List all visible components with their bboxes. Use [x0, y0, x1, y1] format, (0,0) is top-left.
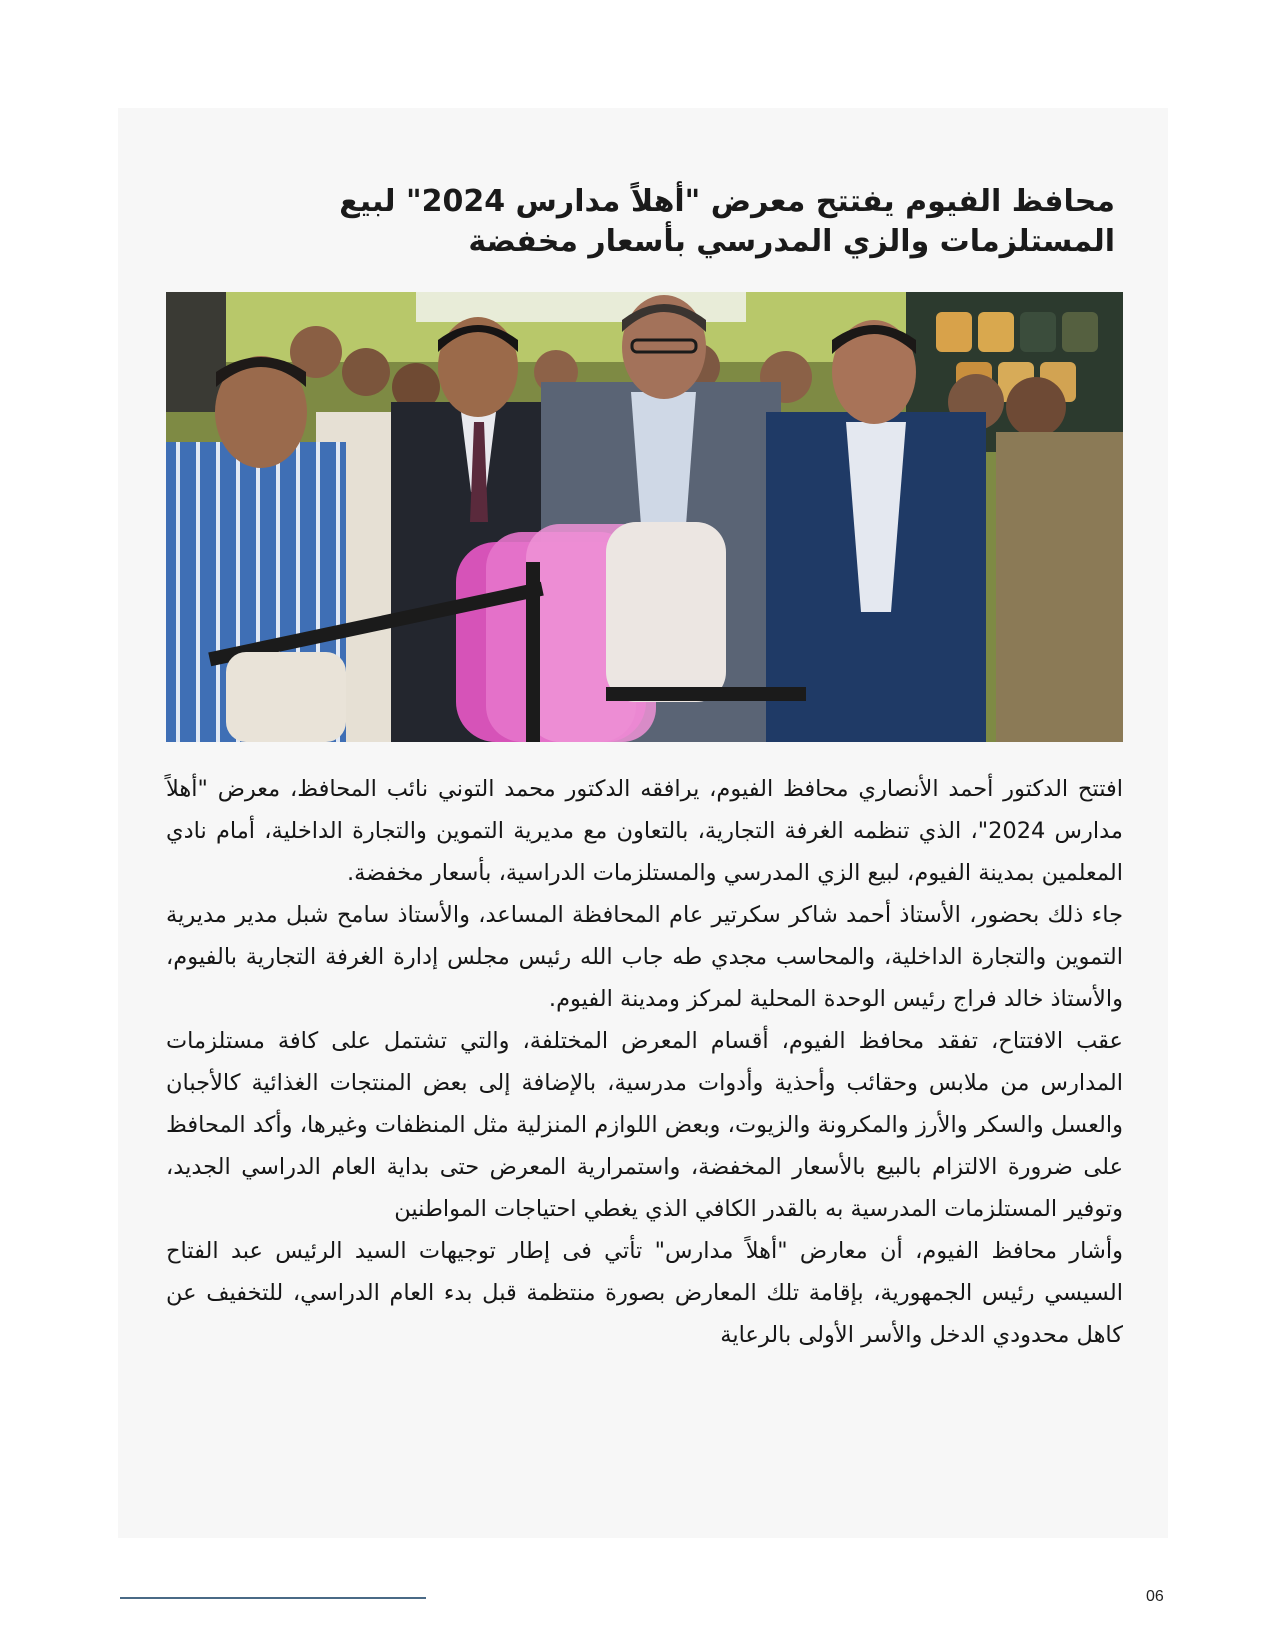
hanging-garment — [226, 652, 346, 742]
article-photo — [166, 292, 1123, 742]
crowd-head — [1006, 377, 1066, 437]
white-backpack — [606, 522, 726, 702]
article-paragraph-2: جاء ذلك بحضور، الأستاذ أحمد شاكر سكرتير عام المحافظة المساعد، والأستاذ سامح شبل مدير مديرية التموين والتجارة الداخلية، والمحاسب مجدي طه جاب الله رئيس مجلس إدارة الغرفة التجارية بالفيوم، والأستاذ خالد فراج رئيس الوحدة المحلية لمركز ومدينة الفيوم. — [166, 902, 1123, 1012]
bag-item — [978, 312, 1014, 352]
clothing-rack-post — [526, 562, 540, 742]
bag-item — [1020, 312, 1056, 352]
article-headline: محافظ الفيوم يفتتح معرض "أهلاً مدارس 2024" لبيع المستلزمات والزي المدرسي بأسعار مخفضة — [339, 184, 1115, 259]
article-paragraph-4: وأشار محافظ الفيوم، أن معارض "أهلاً مدارس" تأتي فى إطار توجيهات السيد الرئيس عبد الفتاح السيسي رئيس الجمهورية، بإقامة تلك المعارض بصورة منتظمة قبل بدء العام الدراسي، للتخفيف عن كاهل محدودي الدخل والأسر الأولى بالرعاية — [166, 1238, 1123, 1348]
clothing-rack-bar — [606, 687, 806, 701]
bag-item — [936, 312, 972, 352]
article-paragraph-3: عقب الافتتاح، تفقد محافظ الفيوم، أقسام المعرض المختلفة، والتي تشتمل على كافة مستلزمات المدارس من ملابس وحقائب وأحذية وأدوات مدرسية، بالإضافة إلى بعض المنتجات الغذائية كالأجبان والعسل والسكر والأرز والمكرونة والزيوت، وبعض اللوازم المنزلية مثل المنظفات وغيرها، وأكد المحافظ على ضرورة الالتزام بالبيع بالأسعار المخفضة، واستمرارية المعرض حتى بداية العام الدراسي الجديد، وتوفير المستلزمات المدرسية به بالقدر الكافي الذي يغطي احتياجات المواطنين — [166, 1028, 1123, 1222]
crowd-body — [996, 432, 1123, 742]
page-number: 06 — [1146, 1588, 1164, 1605]
umbrella-shade — [166, 292, 226, 412]
crowd-head — [342, 348, 390, 396]
article-body — [166, 768, 1123, 1356]
exhibition-photo-illustration — [166, 292, 1123, 742]
article-paragraph-1: افتتح الدكتور أحمد الأنصاري محافظ الفيوم، يرافقه الدكتور محمد التوني نائب المحافظ، معرض "أهلاً مدارس 2024"، الذي تنظمه الغرفة التجارية، بالتعاون مع مديرية التموين والتجارة الداخلية، أمام نادي المعلمين بمدينة الفيوم، لبيع الزي المدرسي والمستلزمات الدراسية، بأسعار مخفضة. — [166, 776, 1123, 886]
footer-divider — [120, 1597, 426, 1599]
bag-item — [1062, 312, 1098, 352]
